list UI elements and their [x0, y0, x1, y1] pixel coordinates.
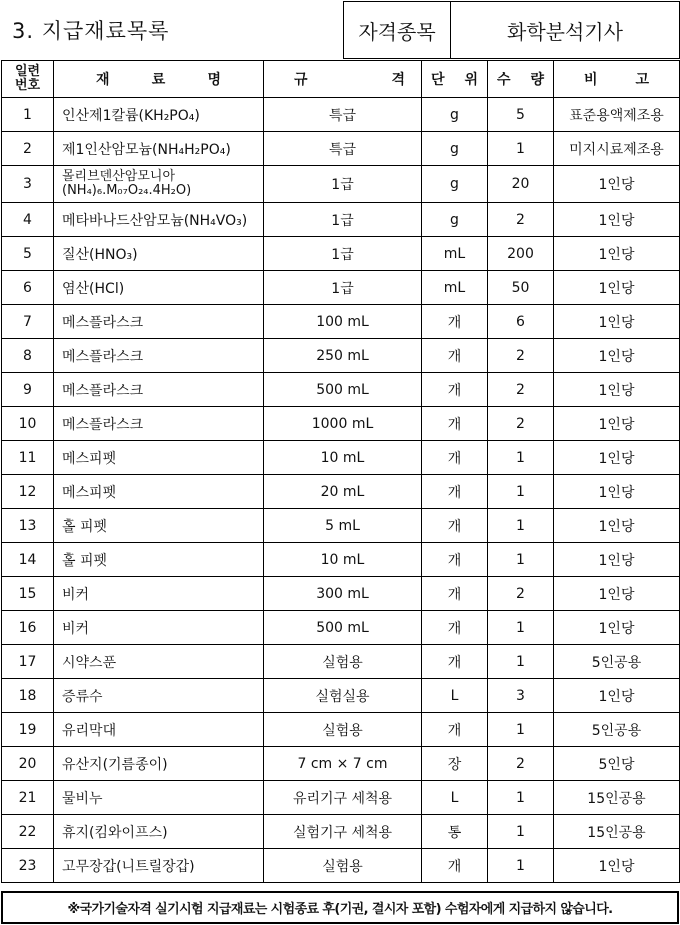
cell-note: 1인당: [554, 543, 680, 577]
cell-qty: 1: [488, 132, 554, 166]
cell-note: 1인당: [554, 577, 680, 611]
cell-spec: 250 mL: [264, 339, 422, 373]
table-row: [2, 373, 680, 407]
col-header-note: 비 고: [554, 61, 680, 98]
cell-note: 1인당: [554, 373, 680, 407]
table-row: [2, 849, 680, 883]
cell-name: 물비누: [54, 781, 264, 815]
table-row: [2, 132, 680, 166]
cell-name: 메스플라스크: [54, 339, 264, 373]
cell-qty: 2: [488, 339, 554, 373]
cell-unit: 장: [422, 747, 488, 781]
cell-spec: 1급: [264, 203, 422, 237]
table-row: [2, 679, 680, 713]
cell-name: 휴지(킴와이프스): [54, 815, 264, 849]
cell-note: 1인당: [554, 339, 680, 373]
table-row: [2, 543, 680, 577]
cell-no: 21: [2, 781, 54, 815]
cell-no: 8: [2, 339, 54, 373]
cell-no: 17: [2, 645, 54, 679]
cell-spec: 10 mL: [264, 543, 422, 577]
cell-spec: 7 cm × 7 cm: [264, 747, 422, 781]
cell-unit: 개: [422, 407, 488, 441]
cell-spec: 100 mL: [264, 305, 422, 339]
cell-name: 비커: [54, 577, 264, 611]
cell-note: 15인공용: [554, 781, 680, 815]
cell-spec: 특급: [264, 98, 422, 132]
table-row: [2, 441, 680, 475]
cell-no: 18: [2, 679, 54, 713]
cell-no: 11: [2, 441, 54, 475]
cell-note: 1인당: [554, 237, 680, 271]
table-row: [2, 611, 680, 645]
cell-spec: 1급: [264, 271, 422, 305]
col-header-unit: 단 위: [422, 61, 488, 98]
cell-name: 염산(HCl): [54, 271, 264, 305]
cell-unit: 개: [422, 577, 488, 611]
cell-no: 6: [2, 271, 54, 305]
qualification-label: 자격종목: [343, 1, 451, 59]
cell-note: 5인당: [554, 747, 680, 781]
cell-unit: 개: [422, 305, 488, 339]
cell-unit: g: [422, 203, 488, 237]
cell-qty: 6: [488, 305, 554, 339]
table-row: [2, 577, 680, 611]
cell-qty: 1: [488, 543, 554, 577]
cell-no: 13: [2, 509, 54, 543]
cell-spec: 실험용: [264, 645, 422, 679]
cell-note: 1인당: [554, 509, 680, 543]
cell-spec: 실험기구 세척용: [264, 815, 422, 849]
table-row: [2, 305, 680, 339]
cell-unit: 개: [422, 611, 488, 645]
cell-no: 14: [2, 543, 54, 577]
qualification-value: 화학분석기사: [450, 1, 680, 59]
cell-unit: 개: [422, 645, 488, 679]
cell-note: 15인공용: [554, 815, 680, 849]
cell-qty: 50: [488, 271, 554, 305]
cell-qty: 5: [488, 98, 554, 132]
footer-notice: ※국가기술자격 실기시험 지급재료는 시험종료 후(기권, 결시자 포함) 수험자에게 지급하지 않습니다.: [1, 891, 679, 924]
cell-qty: 1: [488, 475, 554, 509]
cell-note: 표준용액제조용: [554, 98, 680, 132]
cell-note: 1인당: [554, 203, 680, 237]
cell-spec: 유리기구 세척용: [264, 781, 422, 815]
table-row: [2, 98, 680, 132]
cell-unit: 개: [422, 475, 488, 509]
cell-name: 메타바나드산암모늄(NH₄VO₃): [54, 203, 264, 237]
cell-qty: 20: [488, 166, 554, 203]
cell-name: 시약스푼: [54, 645, 264, 679]
cell-note: 1인당: [554, 849, 680, 883]
cell-qty: 2: [488, 747, 554, 781]
cell-name: 메스피펫: [54, 475, 264, 509]
table-row: [2, 237, 680, 271]
cell-no: 1: [2, 98, 54, 132]
table-row: [2, 339, 680, 373]
cell-spec: 특급: [264, 132, 422, 166]
cell-name: 몰리브덴산암모니아 (NH₄)₆.M₀₇O₂₄.4H₂O): [54, 166, 264, 203]
cell-name: 인산제1칼륨(KH₂PO₄): [54, 98, 264, 132]
cell-name: 홀 피펫: [54, 509, 264, 543]
cell-no: 7: [2, 305, 54, 339]
cell-name: 질산(HNO₃): [54, 237, 264, 271]
cell-unit: mL: [422, 237, 488, 271]
cell-spec: 실험용: [264, 849, 422, 883]
cell-qty: 1: [488, 509, 554, 543]
cell-no: 9: [2, 373, 54, 407]
cell-spec: 500 mL: [264, 611, 422, 645]
cell-note: 1인당: [554, 271, 680, 305]
cell-name: 홀 피펫: [54, 543, 264, 577]
cell-qty: 1: [488, 645, 554, 679]
cell-note: 미지시료제조용: [554, 132, 680, 166]
cell-name: 메스피펫: [54, 441, 264, 475]
cell-note: 1인당: [554, 407, 680, 441]
cell-note: 1인당: [554, 305, 680, 339]
table-row: [2, 815, 680, 849]
materials-table: [1, 60, 680, 883]
cell-no: 20: [2, 747, 54, 781]
cell-no: 12: [2, 475, 54, 509]
table-header-row: [2, 61, 680, 98]
cell-qty: 2: [488, 407, 554, 441]
cell-no: 22: [2, 815, 54, 849]
document-header: [0, 0, 680, 59]
cell-unit: g: [422, 98, 488, 132]
section-title: 3. 지급재료목록: [12, 19, 170, 43]
table-row: [2, 166, 680, 203]
cell-note: 1인당: [554, 611, 680, 645]
cell-note: 1인당: [554, 441, 680, 475]
cell-qty: 1: [488, 611, 554, 645]
cell-qty: 1: [488, 441, 554, 475]
col-header-qty: 수 량: [488, 61, 554, 98]
cell-unit: 개: [422, 713, 488, 747]
table-row: [2, 475, 680, 509]
cell-unit: 개: [422, 373, 488, 407]
cell-qty: 200: [488, 237, 554, 271]
cell-unit: 개: [422, 339, 488, 373]
cell-no: 4: [2, 203, 54, 237]
cell-spec: 20 mL: [264, 475, 422, 509]
table-row: [2, 271, 680, 305]
cell-name: 제1인산암모늄(NH₄H₂PO₄): [54, 132, 264, 166]
table-row: [2, 645, 680, 679]
cell-no: 3: [2, 166, 54, 203]
table-row: [2, 407, 680, 441]
cell-name: 메스플라스크: [54, 373, 264, 407]
cell-unit: 통: [422, 815, 488, 849]
cell-note: 1인당: [554, 679, 680, 713]
col-header-name: 재 료 명: [54, 61, 264, 98]
cell-no: 16: [2, 611, 54, 645]
cell-spec: 10 mL: [264, 441, 422, 475]
cell-spec: 1급: [264, 166, 422, 203]
table-row: [2, 713, 680, 747]
cell-name: 유리막대: [54, 713, 264, 747]
table-row: [2, 747, 680, 781]
cell-spec: 실험용: [264, 713, 422, 747]
cell-no: 5: [2, 237, 54, 271]
cell-unit: g: [422, 132, 488, 166]
cell-unit: mL: [422, 271, 488, 305]
table-row: [2, 509, 680, 543]
col-header-spec: 규 격: [264, 61, 422, 98]
cell-name: 증류수: [54, 679, 264, 713]
cell-qty: 2: [488, 373, 554, 407]
cell-spec: 1000 mL: [264, 407, 422, 441]
cell-qty: 2: [488, 577, 554, 611]
cell-note: 1인당: [554, 475, 680, 509]
col-header-no: 일련 번호: [2, 61, 54, 98]
cell-no: 19: [2, 713, 54, 747]
cell-no: 15: [2, 577, 54, 611]
cell-qty: 1: [488, 849, 554, 883]
cell-qty: 1: [488, 815, 554, 849]
cell-name: 비커: [54, 611, 264, 645]
table-row: [2, 781, 680, 815]
cell-no: 23: [2, 849, 54, 883]
cell-qty: 1: [488, 781, 554, 815]
cell-name: 메스플라스크: [54, 305, 264, 339]
cell-name: 유산지(기름종이): [54, 747, 264, 781]
cell-unit: 개: [422, 849, 488, 883]
cell-note: 1인당: [554, 166, 680, 203]
cell-note: 5인공용: [554, 645, 680, 679]
cell-unit: 개: [422, 509, 488, 543]
cell-unit: L: [422, 781, 488, 815]
cell-name: 고무장갑(니트릴장갑): [54, 849, 264, 883]
cell-no: 2: [2, 132, 54, 166]
cell-qty: 2: [488, 203, 554, 237]
table-row: [2, 203, 680, 237]
cell-spec: 실험실용: [264, 679, 422, 713]
cell-spec: 5 mL: [264, 509, 422, 543]
cell-name: 메스플라스크: [54, 407, 264, 441]
cell-unit: L: [422, 679, 488, 713]
cell-spec: 300 mL: [264, 577, 422, 611]
cell-qty: 3: [488, 679, 554, 713]
cell-spec: 500 mL: [264, 373, 422, 407]
cell-unit: 개: [422, 441, 488, 475]
cell-unit: 개: [422, 543, 488, 577]
cell-no: 10: [2, 407, 54, 441]
cell-spec: 1급: [264, 237, 422, 271]
cell-qty: 1: [488, 713, 554, 747]
cell-note: 5인공용: [554, 713, 680, 747]
cell-unit: g: [422, 166, 488, 203]
